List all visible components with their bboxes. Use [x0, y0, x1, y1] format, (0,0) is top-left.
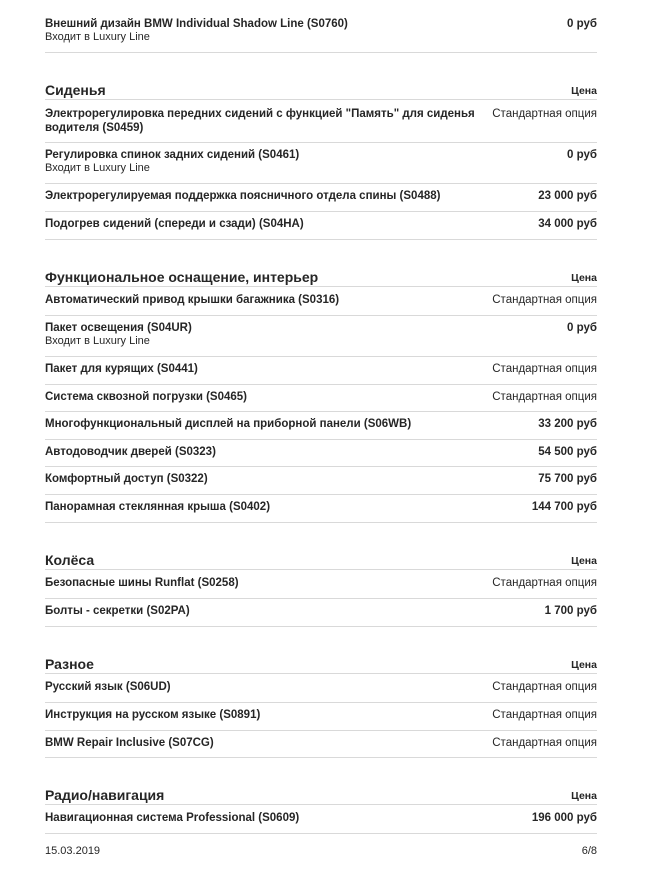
option-price: 23 000 руб — [538, 190, 597, 202]
option-price: Стандартная опция — [492, 681, 597, 693]
option-row — [45, 412, 597, 440]
option-row — [45, 184, 597, 212]
option-name: Внешний дизайн BMW Individual Shadow Line (S0760) — [45, 18, 348, 30]
section-title: Функциональное оснащение, интерьер — [45, 269, 319, 285]
option-name: Пакет для курящих (S0441) — [45, 363, 198, 375]
option-name: Болты - секретки (S02PA) — [45, 605, 190, 617]
option-price: Стандартная опция — [492, 391, 597, 403]
option-name: Подогрев сидений (спереди и сзади) (S04HA) — [45, 218, 304, 230]
section-title: Колёса — [45, 552, 95, 568]
option-price: 0 руб — [567, 149, 597, 161]
option-row — [45, 316, 597, 357]
section-title: Разное — [45, 656, 94, 672]
option-name: Безопасные шины Runflat (S0258) — [45, 577, 239, 589]
option-row — [45, 288, 597, 316]
price-column-header: Цена — [571, 85, 597, 97]
page-number: 6/8 — [581, 845, 597, 857]
footer-date: 15.03.2019 — [45, 845, 101, 857]
option-price: 1 700 руб — [544, 605, 597, 617]
option-price: 196 000 руб — [531, 812, 597, 824]
option-row — [45, 467, 597, 495]
section-header-wheels — [45, 547, 597, 570]
option-price: 33 200 руб — [538, 418, 597, 430]
section-title: Радио/навигация — [45, 787, 165, 803]
option-name: Инструкция на русском языке (S0891) — [45, 709, 261, 721]
price-column-header: Цена — [571, 659, 597, 671]
option-row — [45, 440, 597, 467]
option-price: 54 500 руб — [538, 446, 597, 458]
option-name: BMW Repair Inclusive (S07CG) — [45, 737, 214, 749]
section-header-navigation — [45, 782, 597, 805]
option-name: Электрорегулируемая поддержка поясничного отдела спины (S0488) — [45, 190, 441, 202]
section-header-misc — [45, 651, 597, 674]
price-column-header: Цена — [571, 790, 597, 802]
option-name: Регулировка спинок задних сидений (S0461) — [45, 149, 300, 161]
price-column-header: Цена — [571, 272, 597, 284]
option-row — [45, 16, 597, 53]
price-column-header: Цена — [571, 555, 597, 567]
option-row — [45, 675, 597, 703]
option-price: 144 700 руб — [531, 501, 597, 513]
option-note: Входит в Luxury Line — [45, 162, 150, 174]
option-price: 75 700 руб — [538, 473, 597, 485]
option-name: Панорамная стеклянная крыша (S0402) — [45, 501, 271, 513]
option-row — [45, 101, 597, 143]
option-name: Пакет освещения (S04UR) — [45, 322, 192, 334]
option-row — [45, 599, 597, 627]
option-row — [45, 212, 597, 240]
section-title: Сиденья — [45, 82, 106, 98]
option-price: Стандартная опция — [492, 363, 597, 375]
option-row — [45, 385, 597, 412]
section-header-seats — [45, 78, 597, 100]
option-price: 34 000 руб — [538, 218, 597, 230]
option-price: Стандартная опция — [492, 737, 597, 749]
option-name: Многофункциональный дисплей на приборной панели (S06WB) — [45, 418, 412, 430]
option-row — [45, 357, 597, 385]
option-price: 0 руб — [567, 322, 597, 334]
option-price: Стандартная опция — [492, 577, 597, 589]
option-row — [45, 731, 597, 758]
option-row — [45, 495, 597, 523]
option-note: Входит в Luxury Line — [45, 335, 150, 347]
option-price: Стандартная опция — [492, 108, 597, 120]
option-name: Система сквозной погрузки (S0465) — [45, 391, 248, 403]
option-name: Автоматический привод крышки багажника (S0316) — [45, 294, 340, 306]
option-price: Стандартная опция — [492, 709, 597, 721]
option-name: Автодоводчик дверей (S0323) — [45, 446, 216, 458]
option-row — [45, 703, 597, 731]
option-name: Комфортный доступ (S0322) — [45, 473, 208, 485]
option-name: Электрорегулировка передних сидений с функцией "Память" для сиденья водителя (S0459) — [45, 108, 475, 134]
option-price: 0 руб — [567, 18, 597, 30]
option-row — [45, 571, 597, 599]
section-header-interior — [45, 264, 597, 287]
option-row — [45, 143, 597, 184]
option-note: Входит в Luxury Line — [45, 31, 150, 43]
option-name: Русский язык (S06UD) — [45, 681, 171, 693]
option-row — [45, 806, 597, 834]
option-price: Стандартная опция — [492, 294, 597, 306]
option-name: Навигационная система Professional (S0609) — [45, 812, 300, 824]
page-footer — [45, 845, 597, 857]
